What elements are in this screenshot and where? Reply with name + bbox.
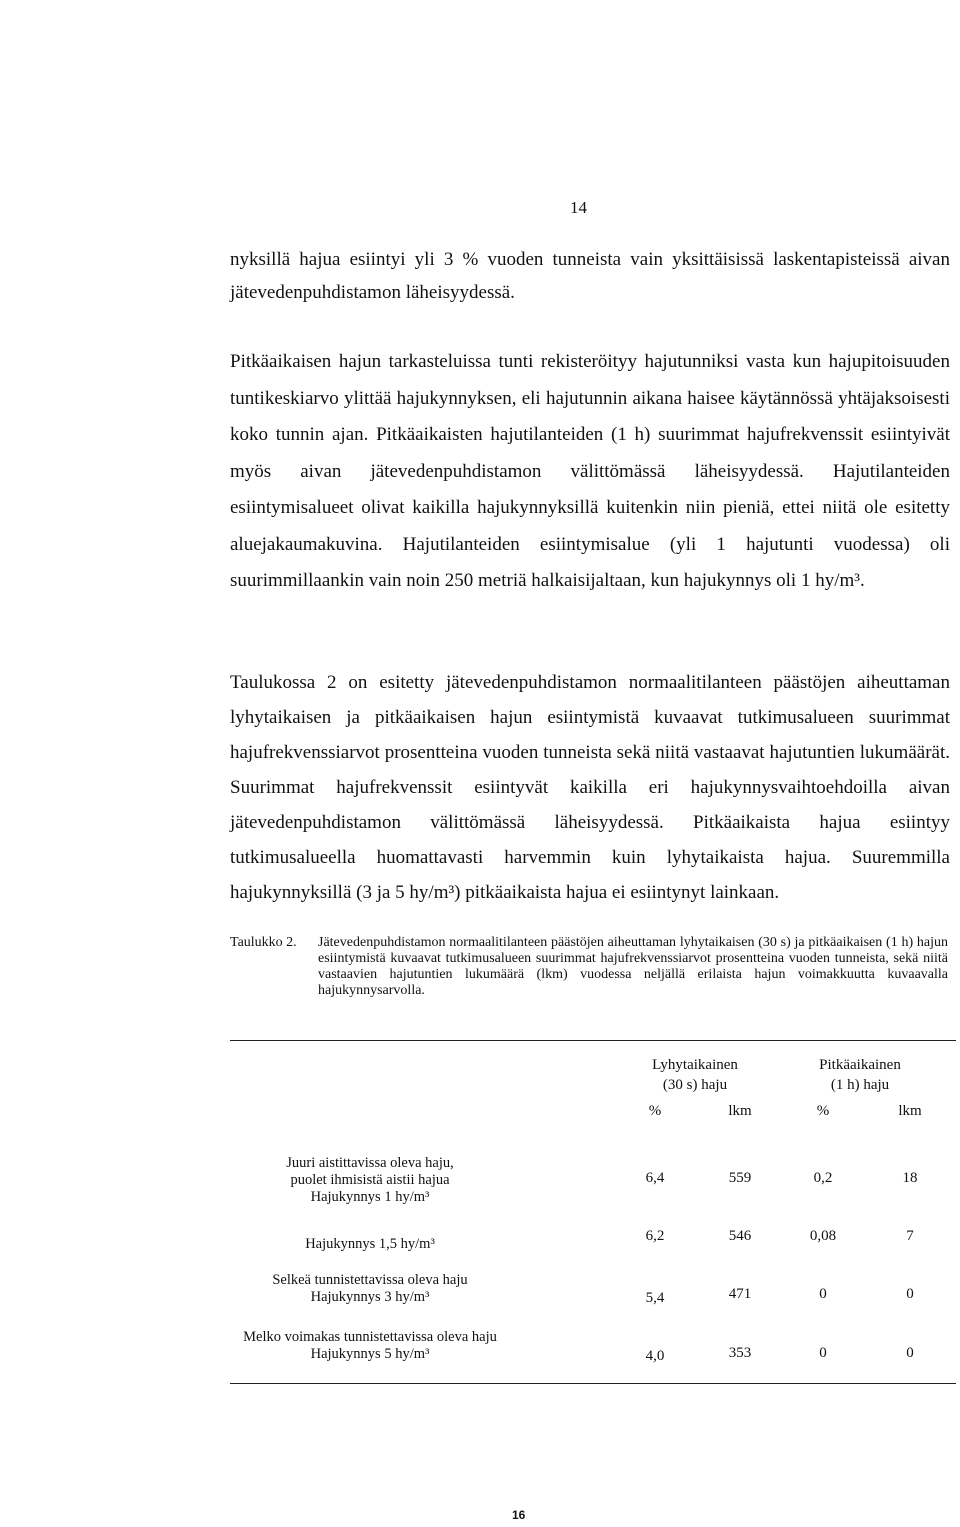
paragraph-1: nyksillä hajua esiintyi yli 3 % vuoden tunneista vain yksittäisissä laskentapisteissä aivan jätevedenpuhdistamon läheisyydessä. [230,249,950,303]
subheader-percent-2: % [816,1103,830,1119]
column-group-short-term-line2: (30 s) haju [662,1077,728,1093]
footer-page-number: 16 [512,1508,526,1522]
column-group-short-term-line1: Lyhytaikainen [652,1057,738,1073]
table-row-2-value-1: 6,2 [645,1228,665,1244]
table-top-rule [230,1040,956,1041]
row-4-label-line2: Hajukynnys 5 hy/m³ [310,1346,430,1362]
paragraph-2: Pitkäaikaisen hajun tarkasteluissa tunti rekisteröityy hajutunniksi vasta kun hajupitoisuuden tuntikeskiarvo ylittää hajukynnyksen, eli hajutunnin aikana haisee käytännössä yhtäjaksoisesti koko tunnin ajan. Pitkäaikaisten hajutilanteiden (1 h) suurimmat hajufrekvenssit esiintyivät myös aivan jätevedenpuhdistamon välittömässä läheisyydessä. Hajutilanteiden esiintymisalueet olivat kaikilla hajukynnyksillä kuitenkin niin pieniä, ettei niitä ole esitetty aluejakaumakuvina. Hajutilanteiden esiintymisalue (yli 1 hajutunti vuodessa) oli suurimmillaankin vain noin 250 metriä halkaisijaltaan, kun hajukynnys oli 1 hy/m³. [230,351,950,591]
row-3-label-line2: Hajukynnys 3 hy/m³ [310,1289,430,1305]
table-row-3-value-1: 5,4 [645,1290,665,1306]
table-row-1-value-4: 18 [902,1170,918,1186]
page-number: 14 [570,198,587,217]
row-3-label-line1: Selkeä tunnistettavissa oleva haju [272,1272,468,1288]
table-row-2-label [220,1236,520,1253]
table-row-2-value-2: 546 [728,1228,752,1244]
table-row-1-label [220,1155,520,1206]
subheader-count-1: lkm [728,1103,752,1119]
subheader-percent-1: % [648,1103,662,1119]
row-1-label-line3: Hajukynnys 1 hy/m³ [310,1189,430,1205]
table-row-4-value-4: 0 [906,1345,914,1361]
row-4-label-line1: Melko voimakas tunnistettavissa oleva haju [243,1329,497,1345]
table-row-4-label [220,1329,520,1363]
table-row-3-value-4: 0 [906,1286,914,1302]
row-1-label-line1: Juuri aistittavissa oleva haju, [286,1155,454,1171]
column-group-long-term [795,1055,925,1095]
table-row-3-value-2: 471 [728,1286,752,1302]
table-row-1-value-3: 0,2 [813,1170,833,1186]
table-row-2-value-3: 0,08 [809,1228,837,1244]
table-row-4-value-3: 0 [819,1345,827,1361]
column-group-short-term [630,1055,760,1095]
paragraph-3: Taulukossa 2 on esitetty jätevedenpuhdistamon normaalitilanteen päästöjen aiheuttaman lyhytaikaisen ja pitkäaikaisen hajun esiintymistä kuvaavat tutkimusalueen suurimmat hajufrekvenssiarvot prosentteina vuoden tunneista sekä niitä vastaavat hajutuntien lukumäärät. Suurimmat hajufrekvenssit esiintyvät kaikilla eri hajukynnysvaihtoehdoilla aivan jätevedenpuhdistamon välittömässä läheisyydessä. Pitkäaikaista hajua esiintyy tutkimusalueella huomattavasti harvemmin kuin lyhytaikaista hajua. Suuremmilla hajukynnyksillä (3 ja 5 hy/m³) pitkäaikaista hajua ei esiintynyt lainkaan. [230,672,950,903]
table-caption-text: Jätevedenpuhdistamon normaalitilanteen päästöjen aiheuttaman lyhytaikaisen (30 s) ja pitkäaikaisen (1 h) hajun esiintymistä kuvaavat tutkimusalueen suurimmat hajufrekvenssiarvot prosentteina vuoden tunneista, sekä niitä vastaavien hajutuntien lukumäärä (lkm) vuodessa neljällä erilaista hajun voimakkuutta kuvaavalla hajukynnysarvolla. [318,935,948,998]
table-row-1-value-2: 559 [728,1170,752,1186]
table-row-2-value-4: 7 [906,1228,914,1244]
table-bottom-rule [230,1383,956,1384]
table-row-1-value-1: 6,4 [645,1170,665,1186]
column-group-long-term-line1: Pitkäaikainen [819,1057,901,1073]
table-row-3-label [220,1272,520,1306]
table-row-4-value-1: 4,0 [645,1348,665,1364]
table-row-3-value-3: 0 [819,1286,827,1302]
table-caption-label: Taulukko 2. [230,935,297,950]
table-row-4-value-2: 353 [728,1345,752,1361]
row-2-label-line1: Hajukynnys 1,5 hy/m³ [305,1236,435,1252]
row-1-label-line2: puolet ihmisistä aistii hajua [290,1172,450,1188]
column-group-long-term-line2: (1 h) haju [830,1077,890,1093]
subheader-count-2: lkm [898,1103,922,1119]
